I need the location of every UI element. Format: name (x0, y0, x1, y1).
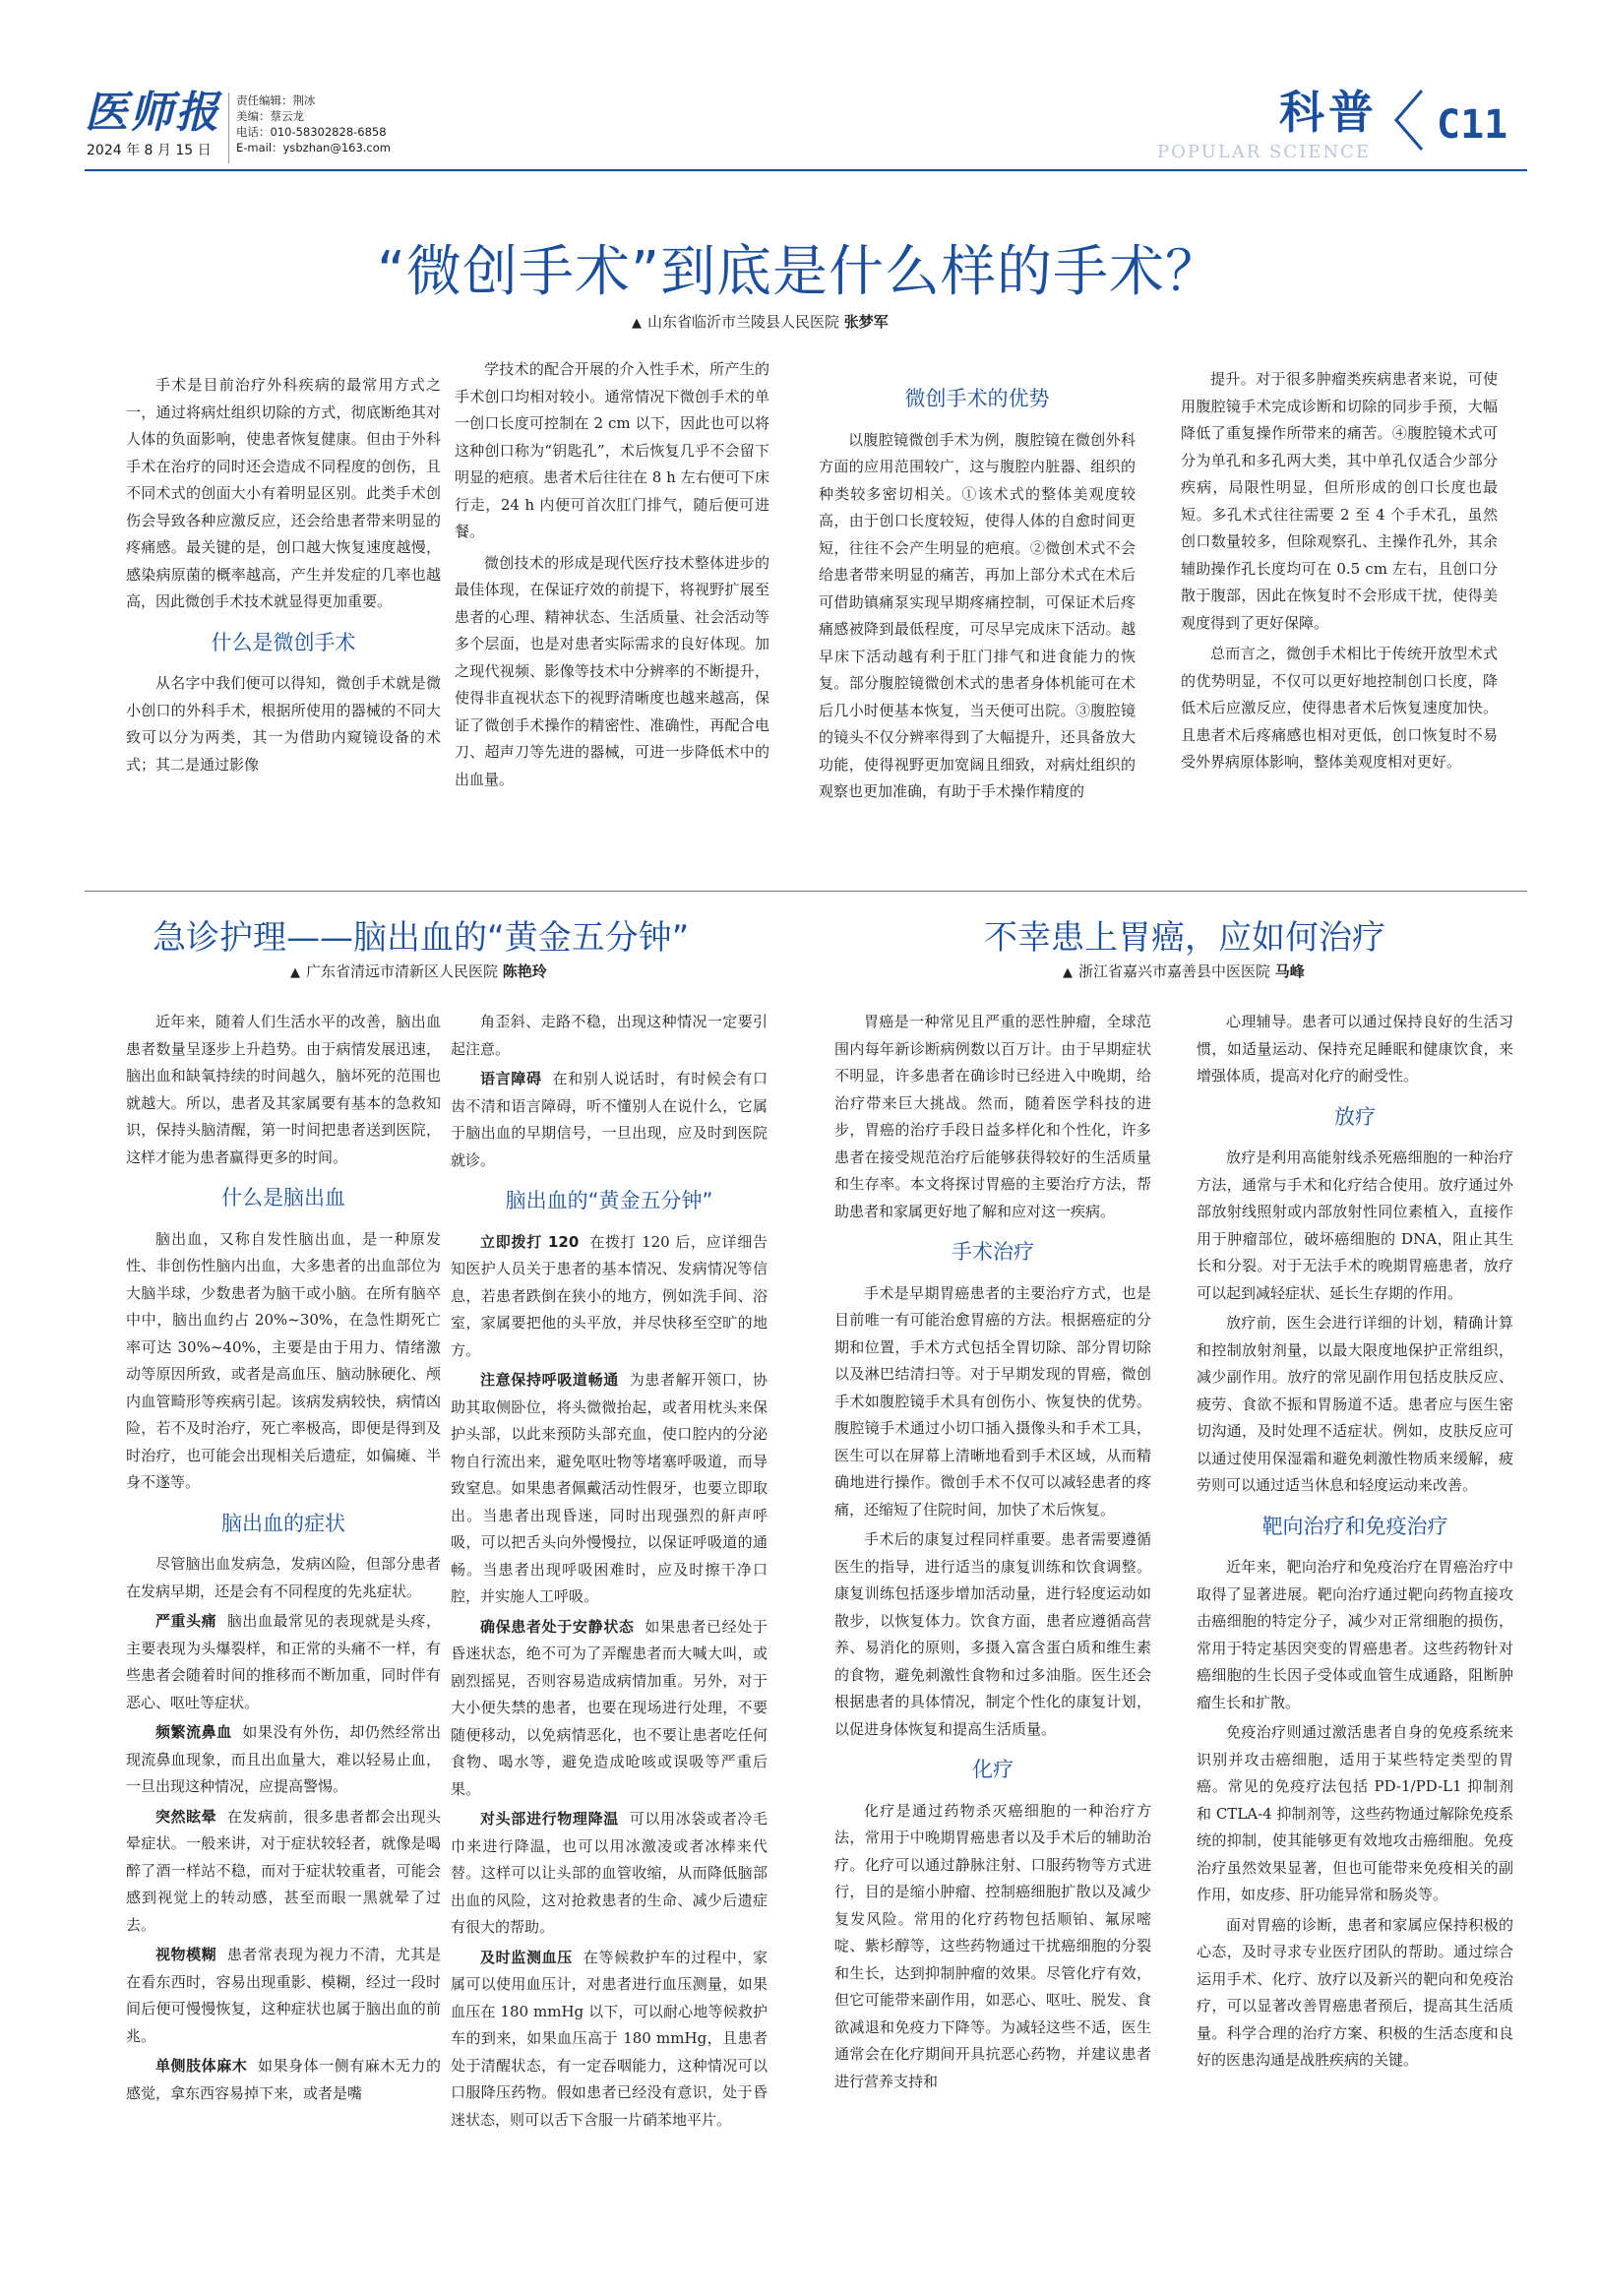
section-heading: 化疗 (972, 1758, 1014, 1781)
article-column (455, 356, 769, 797)
byline-org: 浙江省嘉兴市嘉善县中医医院 (1078, 962, 1271, 980)
paragraph (451, 1614, 768, 1804)
section-heading: 什么是微创手术 (211, 630, 356, 654)
triangle-icon: ▲ (290, 965, 300, 980)
paragraph: 从名字中我们便可以得知，微创手术就是微小创口的外科手术，根据所使用的器械的不同大致可以分为两类，其一为借助内窥镜设备的术式；其二是通过影像 (126, 674, 441, 774)
paragraph-text: 为患者解开领口，协助其取侧卧位，将头微微抬起，或者用枕头来保护头部，以此来预防头部充血，使口腔内的分泌物自行流出来，避免呕吐物等堵塞呼吸道，而导致窒息。如果患者佩戴活动性假牙，也要立即取出。当患者出现昏迷，同时出现强烈的鼾声呼吸，可以把舌头向外慢慢拉，以保证呼吸道的通畅。当患者出现呼吸困难时，应及时擦干净口腔，并实施人工呼吸。 (451, 1371, 768, 1605)
paragraph: 手术后的康复过程同样重要。患者需要遵循医生的指导，进行适当的康复训练和饮食调整。康复训练包括逐步增加活动量，进行轻度运动如散步，以恢复体力。饮食方面，患者应遵循高营养、易消化的原则，多摄入富含蛋白质和维生素的食物，避免刺激性食物和过多油脂。医生还会根据患者的具体情况，制定个性化的康复计划，以促进身体恢复和提高生活质量。 (834, 1530, 1151, 1738)
paragraph: 面对胃癌的诊断，患者和家属应保持积极的心态，及时寻求专业医疗团队的帮助。通过综合运用手术、化疗、放疗以及新兴的靶向和免疫治疗，可以显著改善胃癌患者预后，提高其生活质量。科学合理的治疗方案、积极的生活态度和良好的医患沟通是战胜疾病的关键。 (1197, 1915, 1513, 2069)
section-heading: 脑出血的“黄金五分钟” (505, 1189, 713, 1212)
section-divider (85, 891, 1527, 892)
lead-in: 单侧肢体麻木 (155, 2057, 248, 2075)
paragraph: 化疗是通过药物杀灭癌细胞的一种治疗方法，常用于中晚期胃癌患者以及手术后的辅助治疗。化疗可以通过静脉注射、口服药物等方式进行，目的是缩小肿瘤、控制癌细胞扩散以及减少复发风险。常用的化疗药物包括顺铂、氟尿嘧啶、紫杉醇等，这些药物通过干扰癌细胞的分裂和生长，达到抑制肿瘤的效果。尽管化疗有效，但它可能带来副作用，如恶心、呕吐、脱发、食欲减退和免疫力下降等。为减轻这些不适，医生通常会在化疗期间开具抗恶心药物，并建议患者进行营养支持和 (834, 1801, 1151, 2090)
paragraph: 心理辅导。患者可以通过保持良好的生活习惯，如适量运动、保持充足睡眠和健康饮食，来增强体质，提高对化疗的耐受性。 (1197, 1013, 1513, 1085)
lead-in: 立即拨打 120 (480, 1232, 580, 1251)
paragraph (126, 2053, 441, 2107)
credit-editor: 责任编辑：荆冰 (236, 93, 316, 107)
lead-in: 及时监测血压 (480, 1948, 573, 1966)
article-column (126, 1009, 441, 2110)
article-byline (290, 961, 547, 981)
credit-email: E-mail：ysbzhan@163.com (236, 141, 391, 155)
paragraph (451, 1229, 768, 1365)
paragraph (451, 1367, 768, 1611)
masthead-divider (228, 93, 229, 163)
byline-author: 陈艳玲 (502, 962, 547, 980)
lead-in: 语言障碍 (480, 1070, 542, 1087)
lead-in: 注意保持呼吸道畅通 (480, 1371, 619, 1389)
paragraph (126, 1608, 441, 1716)
paragraph: 脑出血，又称自发性脑出血，是一种原发性、非创伤性脑内出血，大多患者的出血部位为大脑半球，少数患者为脑干或小脑。在所有脑卒中中，脑出血约占 20%~30%，在急性期死亡率可达 30%~40%，主要是由于用力、情绪激动等原因所致，或者是高血压、脑动脉硬化、颅内血管畸形等疾病引起。该病发病较快，病情凶险，若不及时治疗，死亡率极高，即便是得到及时治疗，也可能会出现相关后遗症，如偏瘫、半身不遂等。 (126, 1229, 441, 1491)
article-column (1181, 366, 1498, 780)
paragraph: 近年来，靶向治疗和免疫治疗在胃癌治疗中取得了显著进展。靶向治疗通过靶向药物直接攻击癌细胞的特定分子，减少对正常细胞的损伤，常用于特定基因突变的胃癌患者。这些药物针对癌细胞的生长因子受体或血管生成通路，阻断肿瘤生长和扩散。 (1197, 1558, 1513, 1711)
paragraph: 微创技术的形成是现代医疗技术整体进步的最佳体现，在保证疗效的前提下，将视野扩展至患者的心理、精神状态、生活质量、社会活动等多个层面，也是对患者实际需求的良好体现。加之现代视频、影像等技术中分辨率的不断提升，使得非直视状态下的视野清晰度也越来越高，保证了微创手术操作的精密性、准确性，再配合电刀、超声刀等先进的器械，可进一步降低术中的出血量。 (455, 553, 769, 788)
paragraph: 近年来，随着人们生活水平的改善，脑出血患者数量呈逐步上升趋势。由于病情发展迅速，脑出血和缺氧持续的时间越久，脑坏死的范围也就越大。所以，患者及其家属要有基本的急救知识，保持头脑清醒，第一时间把患者送到医院，这样才能为患者赢得更多的时间。 (126, 1013, 441, 1166)
article-column (834, 1009, 1151, 2098)
section-heading: 手术治疗 (952, 1240, 1034, 1264)
section-heading: 放疗 (1334, 1104, 1376, 1129)
paragraph (451, 1806, 768, 1942)
byline-author: 马峰 (1274, 962, 1305, 980)
byline-org: 广东省清远市清新区人民医院 (306, 962, 499, 980)
lead-in: 频繁流鼻血 (155, 1723, 232, 1741)
credit-designer: 美编：蔡云龙 (236, 109, 304, 123)
paragraph-text: 如果没有外伤，却仍然经常出现流鼻血现象，而且出血量大，难以轻易止血，一旦出现这种情况，应提高警惕。 (126, 1723, 441, 1795)
paragraph-text: 在发病前，很多患者都会出现头晕症状。一般来讲，对于症状较轻者，就像是喝醉了酒一样站不稳，而对于症状较重者，可能会感到视觉上的转动感，甚至而眼一黑就晕了过去。 (126, 1807, 441, 1934)
paragraph-text: 在拨打 120 后，应详细告知医护人员关于患者的基本情况、发病情况等信息，若患者跌倒在狭小的地方，例如洗手间、浴室，家属要把他的头平放，并尽快移至空旷的地方。 (451, 1232, 768, 1359)
section-heading: 靶向治疗和免疫治疗 (1261, 1514, 1448, 1538)
paragraph: 放疗是利用高能射线杀死癌细胞的一种治疗方法，通常与手术和化疗结合使用。放疗通过外部放射线照射或内部放射性同位素植入，直接作用于肿瘤部位，破坏癌细胞的 DNA，阻止其生长和分裂。对于无法手术的晚期胃癌患者，放疗可以起到减轻症状、延长生存期的作用。 (1197, 1148, 1513, 1302)
paragraph-text: 在等候救护车的过程中，家属可以使用血压计，对患者进行血压测量，如果血压在 180 mmHg 以下，可以耐心地等候救护车的到来，如果血压高于 180 mmHg，且患者处于清醒状态，有一定吞咽能力，这种情况可以口服降压药物。假如患者已经没有意识，处于昏迷状态，则可以舌下含服一片硝苯地平片。 (451, 1948, 768, 2129)
paragraph-text: 脑出血最常见的表现就是头疼，主要表现为头爆裂样，和正常的头痛不一样，有些患者会随着时间的推移而不断加重，同时伴有恶心、呕吐等症状。 (126, 1612, 441, 1711)
paragraph: 手术是目前治疗外科疾病的最常用方式之一，通过将病灶组织切除的方式，彻底断绝其对人体的负面影响，使患者恢复健康。但由于外科手术在治疗的同时还会造成不同程度的创伤，且不同术式的创面大小有着明显区别。此类手术创伤会导致各种应激反应，还会给患者带来明显的疼痛感。最关键的是，创口越大恢复速度越慢，感染病原菌的概率越高，产生并发症的几率也越高，因此微创手术技术就显得更加重要。 (126, 376, 441, 610)
paragraph: 角歪斜、走路不稳，出现这种情况一定要引起注意。 (451, 1013, 768, 1058)
paragraph (451, 1066, 768, 1174)
article-column (451, 1009, 768, 2137)
editor-credits (236, 93, 391, 155)
byline-org: 山东省临沂市兰陵县人民医院 (647, 313, 840, 331)
article-column (126, 372, 441, 782)
paragraph-text: 在和别人说话时，有时候会有口齿不清和语言障碍，听不懂别人在说什么，它属于脑出血的早期信号，一旦出现，应及时到医院就诊。 (451, 1070, 768, 1169)
lead-in: 对头部进行物理降温 (480, 1810, 619, 1828)
lead-in: 突然眩晕 (155, 1807, 217, 1826)
chevron-left-icon (1383, 85, 1442, 155)
lead-in: 严重头痛 (155, 1612, 217, 1630)
paragraph: 手术是早期胃癌患者的主要治疗方式，也是目前唯一有可能治愈胃癌的方法。根据癌症的分期和位置，手术方式包括全胃切除、部分胃切除以及淋巴结清扫等。对于早期发现的胃癌，微创手术如腹腔镜手术具有创伤小、恢复快的优势。腹腔镜手术通过小切口插入摄像头和手术工具，医生可以在屏幕上清晰地看到手术区域，从而精确地进行操作。微创手术不仅可以减轻患者的疼痛，还缩短了住院时间，加快了术后恢复。 (834, 1283, 1151, 1519)
paragraph: 免疫治疗则通过激活患者自身的免疫系统来识别并攻击癌细胞，适用于某些特定类型的胃癌。常见的免疫疗法包括 PD-1/PD-L1 抑制剂和 CTLA-4 抑制剂等，这些药物通过解除免疫系统的抑制，使其能够更有效地攻击癌细胞。免疫治疗虽然效果显著，但也可能带来免疫相关的副作用，如皮疹、肝功能异常和肠炎等。 (1197, 1723, 1513, 1903)
paragraph-text: 患者常表现为视力不清，尤其是在看东西时，容易出现重影、模糊，经过一段时间后便可慢慢恢复，这种症状也属于脑出血的前兆。 (126, 1946, 441, 2045)
lead-in: 视物模糊 (155, 1946, 217, 1963)
section-heading: 脑出血的症状 (221, 1511, 345, 1535)
header-rule (85, 169, 1527, 171)
paragraph (126, 1719, 441, 1801)
newspaper-logo: 医师报 (85, 88, 220, 138)
paragraph: 总而言之，微创手术相比于传统开放型术式的优势明显，不仅可以更好地控制创口长度，降低术后应激反应，使得患者术后恢复速度加快。且患者术后疼痛感也相对更低，创口恢复时不易受外界病原体影响，整体美观度相对更好。 (1181, 645, 1498, 771)
section-heading: 微创手术的优势 (904, 387, 1050, 410)
page-number: C11 (1437, 102, 1508, 148)
article-title: 急诊护理——脑出血的“黄金五分钟” (153, 918, 690, 958)
section-title: 科普 (1279, 86, 1378, 139)
paragraph (126, 1942, 441, 2050)
byline-author: 张梦军 (843, 313, 889, 331)
article-title: “微创手术”到底是什么样的手术？ (376, 240, 1222, 304)
lead-in: 确保患者处于安静状态 (480, 1617, 635, 1636)
article-column (819, 372, 1136, 810)
triangle-icon: ▲ (1063, 965, 1073, 980)
article-byline (1063, 961, 1305, 981)
paragraph: 尽管脑出血发病急，发病凶险，但部分患者在发病早期，还是会有不同程度的先兆症状。 (126, 1555, 441, 1600)
triangle-icon: ▲ (632, 316, 642, 331)
paragraph: 学技术的配合开展的介入性手术，所产生的手术创口均相对较小。通常情况下微创手术的单一创口长度可控制在 2 cm 以下，因此也可以将这种创口称为“钥匙孔”，术后恢复几乎不会留下明显的疤痕。患者术后往往在 8 h 左右便可下床行走，24 h 内便可首次肛门排气，随后便可进餐。 (455, 360, 769, 540)
paragraph: 放疗前，医生会进行详细的计划，精确计算和控制放射剂量，以最大限度地保护正常组织，减少副作用。放疗的常见副作用包括皮肤反应、疲劳、食欲不振和胃肠道不适。患者应与医生密切沟通，及时处理不适症状。例如，皮肤反应可以通过使用保湿霜和避免刺激性物质来缓解，疲劳则可以通过适当休息和轻度运动来改善。 (1197, 1314, 1513, 1494)
section-heading: 什么是脑出血 (221, 1186, 345, 1210)
paragraph: 提升。对于很多肿瘤类疾病患者来说，可使用腹腔镜手术完成诊断和切除的同步手预，大幅降低了重复操作所带来的痛苦。④腹腔镜术式可分为单孔和多孔两大类，其中单孔仅适合少部分疾病，局限性明显，但所形成的创口长度也最短。多孔术式往往需要 2 至 4 个手术孔，虽然创口数量较多，但除观察孔、主操作孔外，其余辅助操作孔长度均可在 0.5 cm 左右，且创口分散于腹部，因此在恢复时不会形成干扰，使得美观度得到了更好保障。 (1181, 370, 1498, 632)
article-column (1197, 1009, 1513, 2078)
paragraph-text: 可以用冰袋或者冷毛巾来进行降温，也可以用冰激凌或者冰棒来代替。这样可以让头部的血管收缩，从而降低脑部出血的风险，这对抢救患者的生命、减少后遗症有很大的帮助。 (451, 1810, 768, 1936)
paragraph-text: 如果身体一侧有麻木无力的感觉，拿东西容易掉下来，或者是嘴 (126, 2057, 441, 2102)
article-title: 不幸患上胃癌，应如何治疗 (984, 918, 1385, 958)
paragraph: 胃癌是一种常见且严重的恶性肿瘤，全球范围内每年新诊断病例数以百万计。由于早期症状不明显，许多患者在确诊时已经进入中晚期，给治疗带来巨大挑战。然而，随着医学科技的进步，胃癌的治疗手段日益多样化和个性化，许多患者在接受规范治疗后能够获得较好的生活质量和生存率。本文将探讨胃癌的主要治疗方法，帮助患者和家属更好地了解和应对这一疾病。 (834, 1013, 1151, 1220)
paragraph-text: 如果患者已经处于昏迷状态，绝不可为了弄醒患者而大喊大叫，或剧烈摇晃，否则容易造成病情加重。另外，对于大小便失禁的患者，也要在现场进行处理，不要随便移动，以免病情恶化，也不要让患者吃任何食物、喝水等，避免造成呛咳或误吸等严重后果。 (451, 1617, 768, 1798)
paragraph (126, 1804, 441, 1940)
section-subtitle: POPULAR SCIENCE (1157, 142, 1372, 162)
issue-date: 2024 年 8 月 15 日 (87, 143, 212, 158)
article-byline (632, 311, 889, 332)
credit-phone: 电话：010-58302828-6858 (236, 125, 387, 139)
paragraph: 以腹腔镜微创手术为例，腹腔镜在微创外科方面的应用范围较广，这与腹腔内脏器、组织的种类较多密切相关。①该术式的整体美观度较高，由于创口长度较短，使得人体的自愈时间更短，往往不会产生明显的疤痕。②微创术式不会给患者带来明显的痛苦，再加上部分术式在术后可借助镇痛泵实现早期疼痛控制，可保证术后疼痛感被降到最低程度，可尽早完成床下活动。越早床下活动越有利于肛门排气和进食能力的恢复。部分腹腔镜微创术式的患者身体机能可在术后几小时便基本恢复，当天便可出院。③腹腔镜的镜头不仅分辨率得到了大幅提升，还具备放大功能，使得视野更加宽阔且细致，对病灶组织的观察也更加准确，有助于手术操作精度的 (819, 430, 1136, 800)
paragraph (451, 1945, 768, 2135)
